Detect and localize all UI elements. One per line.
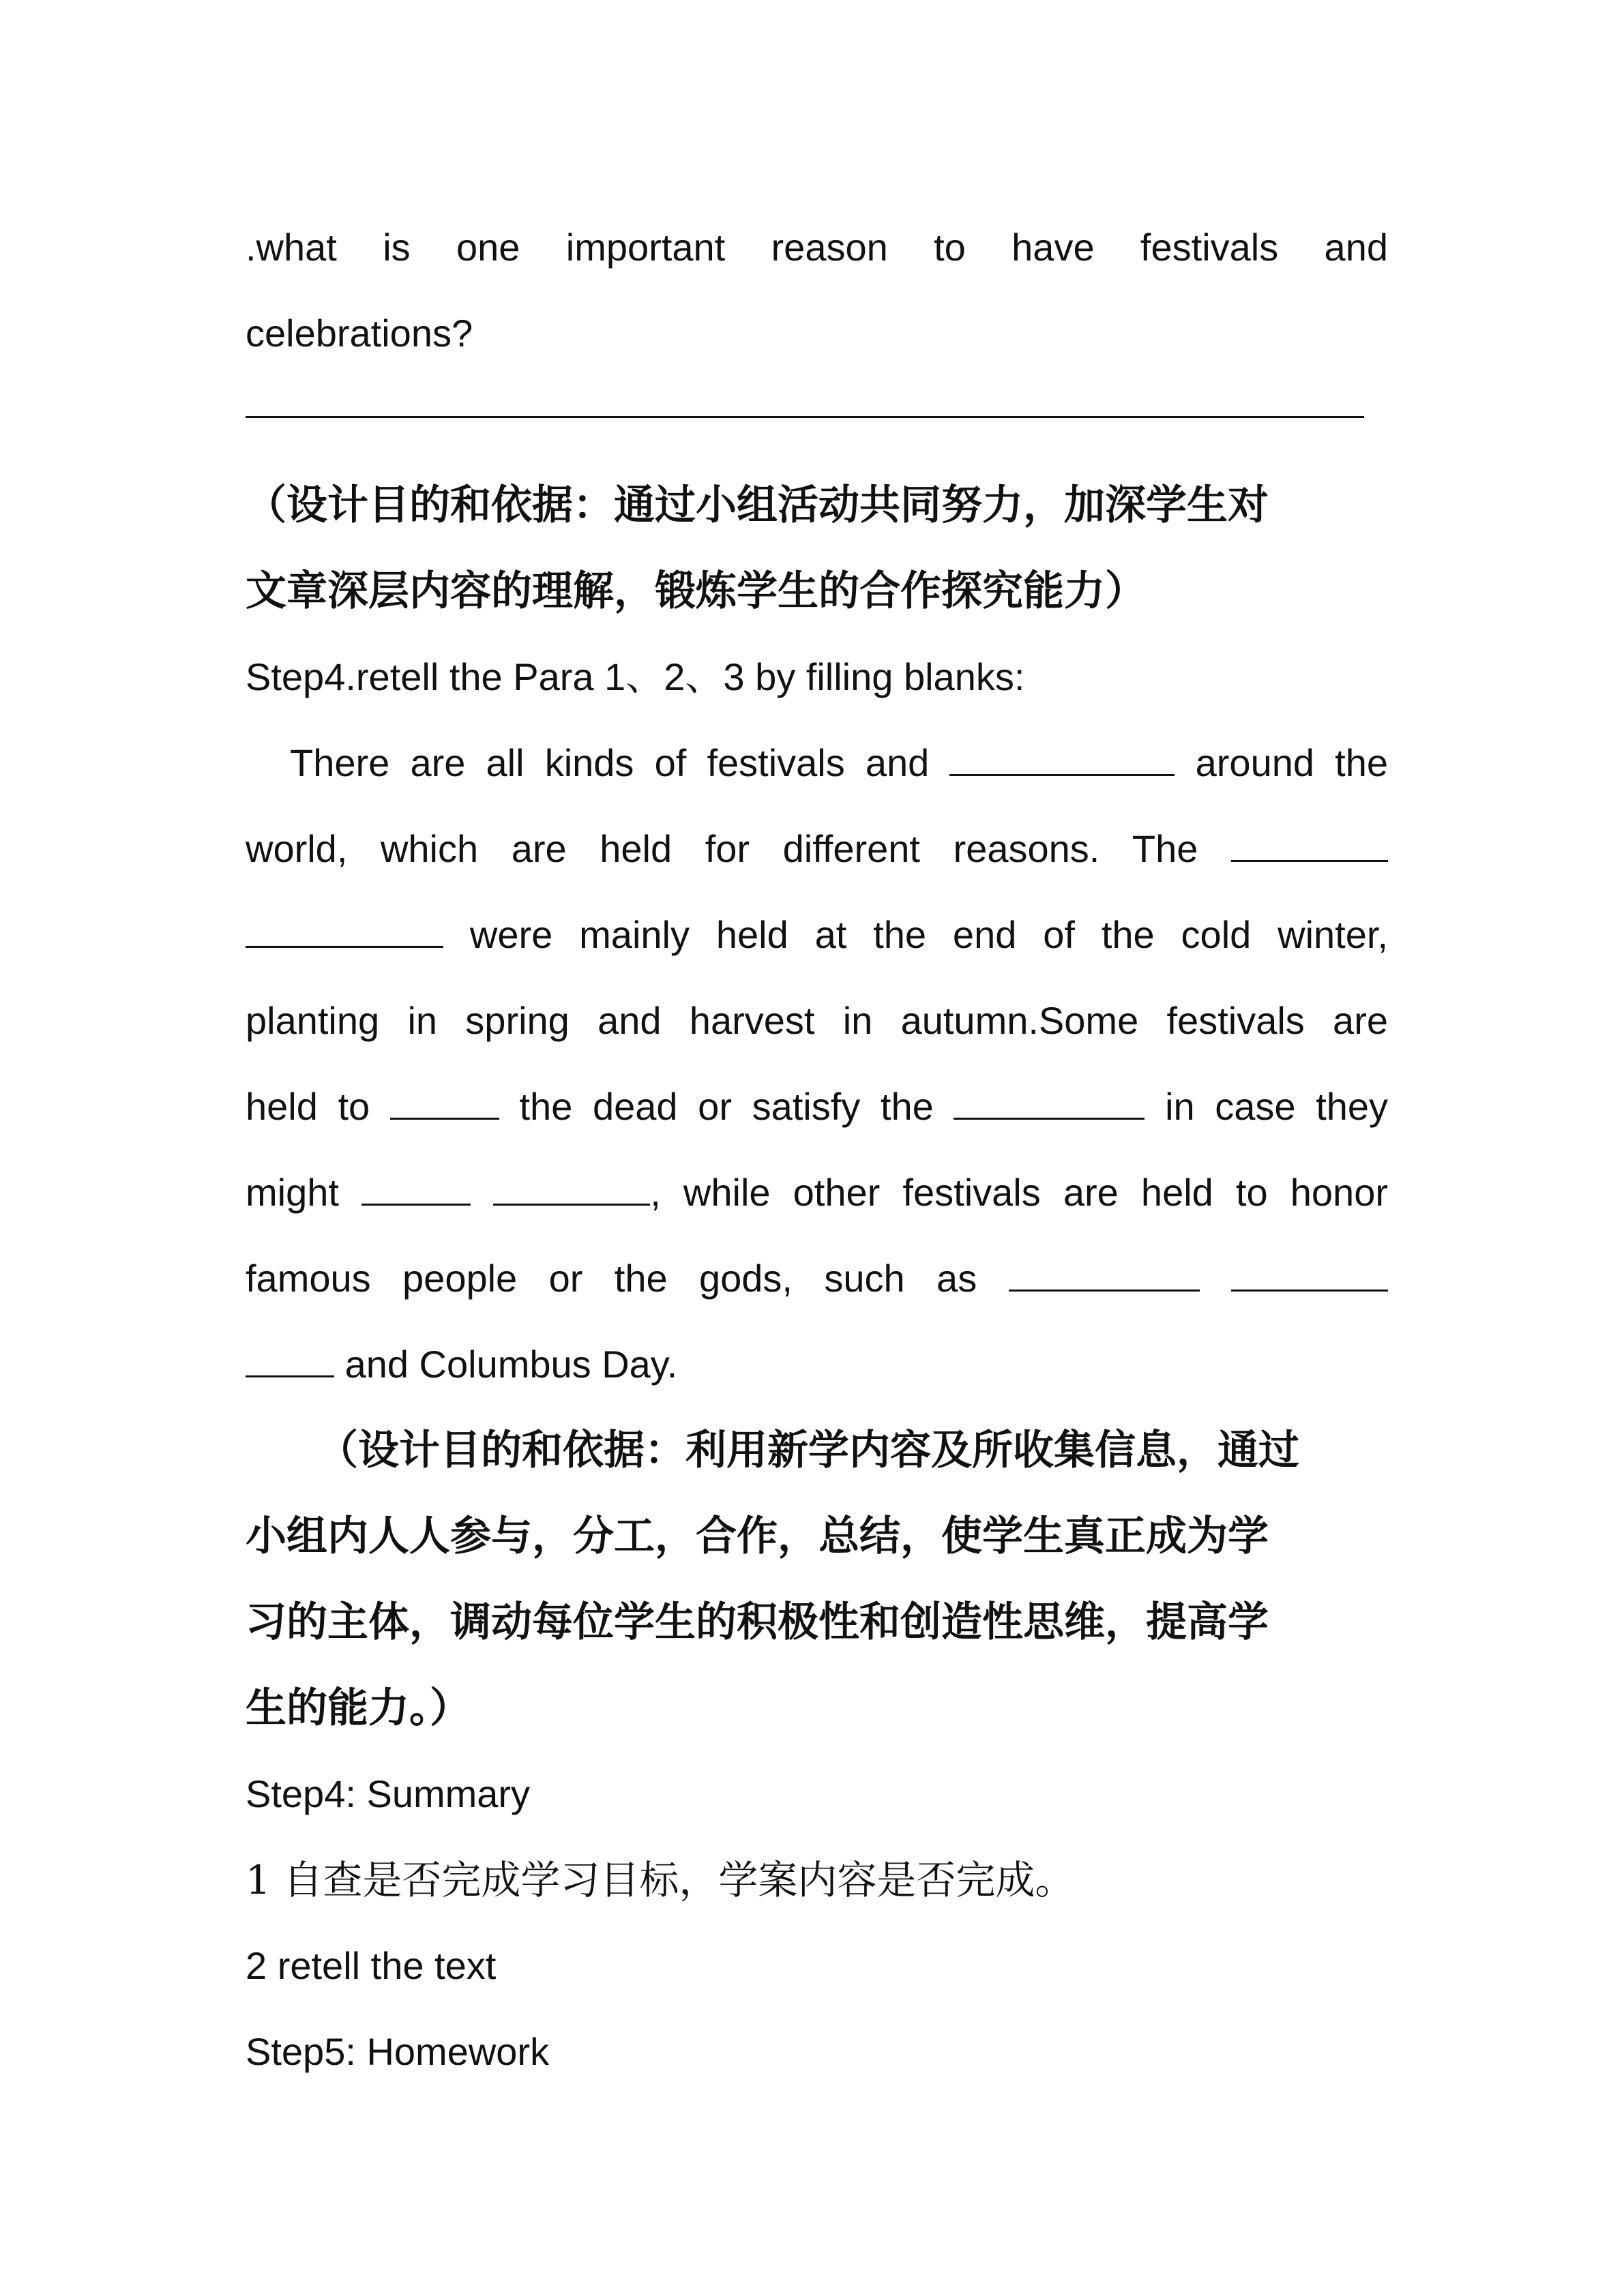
document-page: [246, 205, 1388, 2095]
summary-item-2: 2 retell the text: [246, 1944, 497, 1987]
summary-item-1: 1 自查是否完成学习目标，学案内容是否完成。: [246, 1857, 1075, 1903]
retell-line-4: planting in spring and harvest in autumn.Some festivals are: [246, 999, 1388, 1042]
retell-line-7: [246, 1236, 1388, 1322]
retell-line-5: [246, 1064, 1388, 1150]
fill-blank[interactable]: [954, 1086, 1145, 1120]
fill-blank[interactable]: [246, 914, 443, 948]
fill-blank[interactable]: [493, 1172, 650, 1206]
retell-text: might: [246, 1171, 339, 1214]
retell-line-6: [246, 1150, 1388, 1236]
retell-text: in case they: [1165, 1085, 1389, 1128]
retell-text: famous people or the gods, such as: [246, 1257, 977, 1300]
design-note-1-line-2: 文章深层内容的理解，锻炼学生的合作探究能力）: [246, 567, 1146, 615]
design-note-2-line-3: 习的主体，调动每位学生的积极性和创造性思维，提高学: [246, 1598, 1269, 1646]
fill-blank[interactable]: [246, 1344, 334, 1377]
fill-blank[interactable]: [1231, 829, 1388, 862]
homework-heading: Step5: Homework: [246, 2030, 550, 2073]
fill-blank[interactable]: [1231, 1258, 1388, 1292]
design-note-2-line-2: 小组内人人参与，分工，合作，总结，使学生真正成为学: [246, 1512, 1269, 1560]
retell-text: held to: [246, 1085, 370, 1128]
fill-blank[interactable]: [390, 1086, 499, 1120]
answer-line: [246, 376, 1388, 462]
retell-line-8: [246, 1322, 1388, 1407]
fill-blank[interactable]: [949, 743, 1175, 776]
question-line-2: celebrations?: [246, 312, 473, 355]
step4-retell-heading: Step4.retell the Para 1、2、3 by filling blanks:: [246, 655, 1025, 698]
retell-text: , while other festivals are held to honor: [650, 1171, 1388, 1214]
retell-text: world, which are held for different reasons. The: [246, 827, 1198, 870]
summary-heading: Step4: Summary: [246, 1772, 531, 1815]
retell-text: and Columbus Day.: [344, 1343, 678, 1386]
retell-line-2: [246, 806, 1388, 892]
design-note-2-line-4: 生的能力。）: [246, 1684, 471, 1732]
retell-line-1: [246, 720, 1388, 806]
design-note-2-line-1: （设计目的和依据：利用新学内容及所收集信息，通过: [317, 1427, 1299, 1474]
retell-text: around the: [1195, 741, 1389, 784]
design-note-1-line-1: （设计目的和依据：通过小组活动共同努力，加深学生对: [246, 481, 1269, 529]
fill-blank[interactable]: [1009, 1258, 1200, 1292]
retell-line-3: [246, 892, 1388, 978]
retell-text: There are all kinds of festivals and: [290, 741, 930, 784]
question-line-1: .what is one important reason to have festivals and: [246, 226, 1388, 269]
retell-text: were mainly held at the end of the cold winter,: [469, 913, 1389, 956]
fill-blank[interactable]: [361, 1172, 471, 1206]
retell-text: the dead or satisfy the: [519, 1085, 934, 1128]
